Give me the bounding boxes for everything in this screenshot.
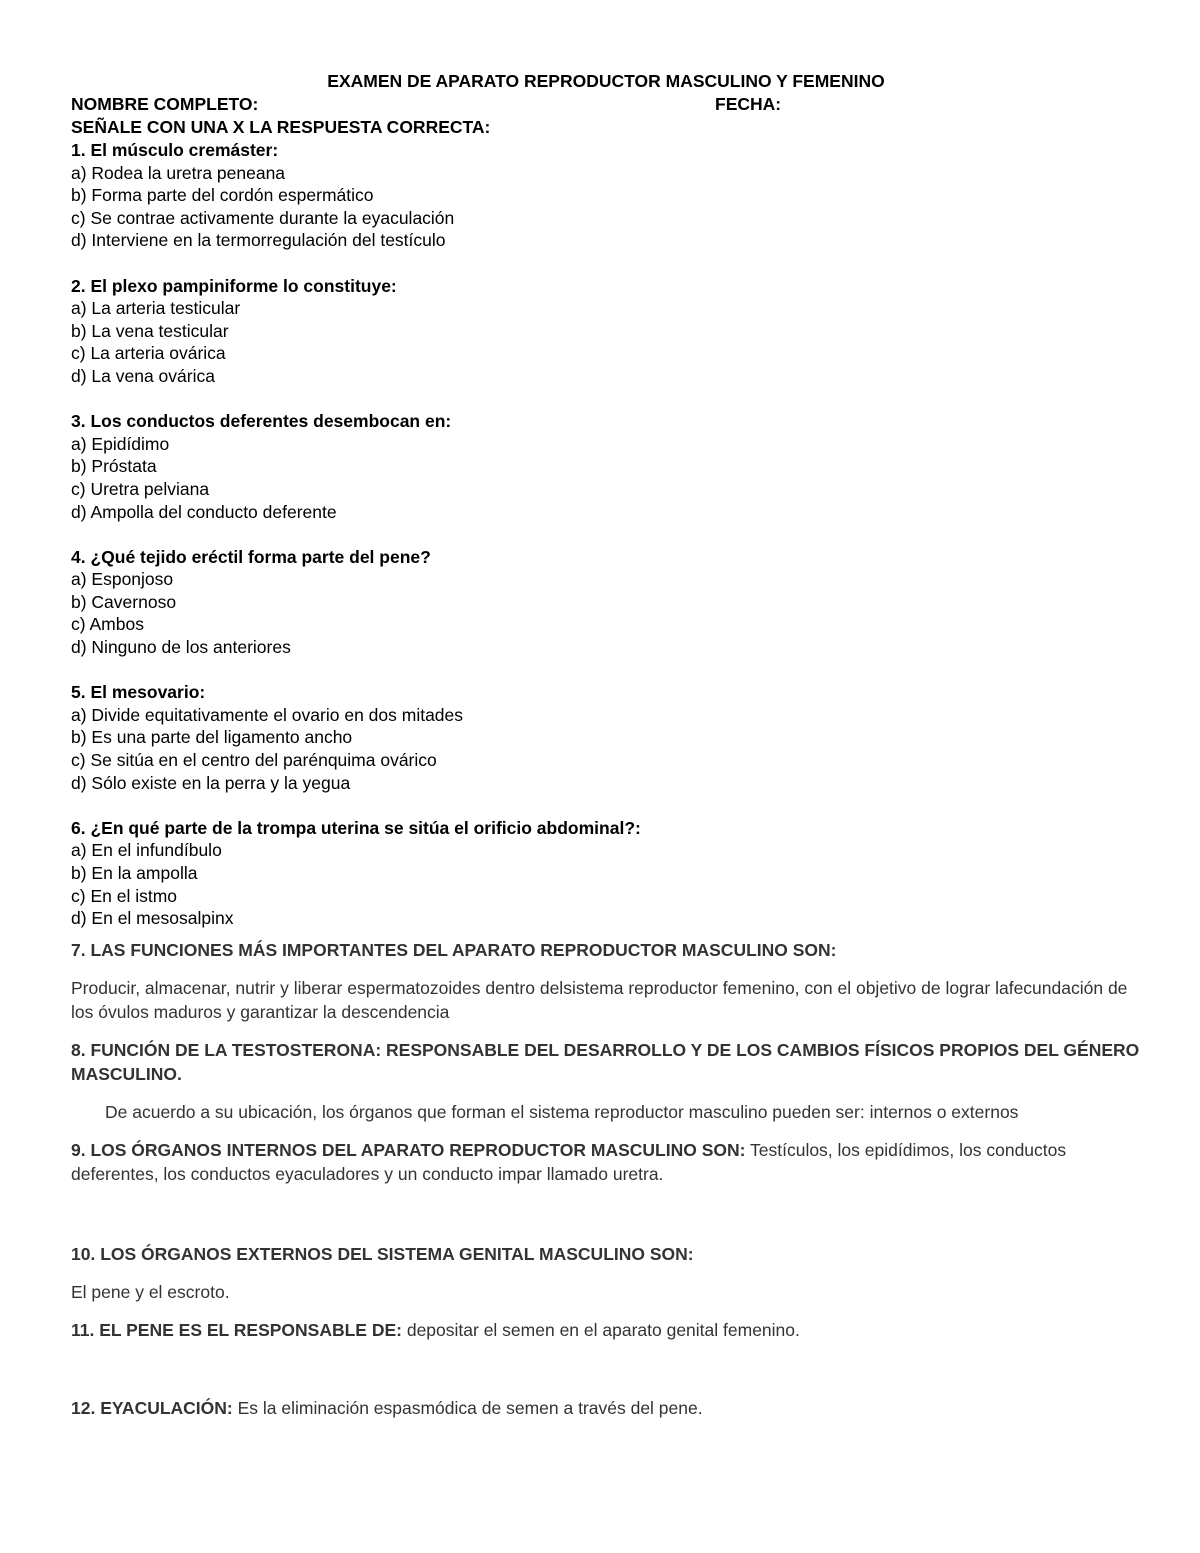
answer-option[interactable]: d) Ninguno de los anteriores xyxy=(71,637,291,658)
answer-option[interactable]: b) Es una parte del ligamento ancho xyxy=(71,727,353,748)
spacer xyxy=(71,388,1141,411)
section-9-text: Testículos, los epidídimos, los conductos deferentes, los conductos eyaculadores y un conducto impar llamado uretra. xyxy=(71,1139,1067,1184)
section-8 xyxy=(71,1038,1141,1124)
answer-option[interactable]: a) Esponjoso xyxy=(71,569,174,590)
answer-option[interactable]: d) Ampolla del conducto deferente xyxy=(71,501,337,522)
question-2 xyxy=(71,275,1141,411)
answer-option[interactable]: b) En la ampolla xyxy=(71,863,198,883)
section-12-text: Es la eliminación espasmódica de semen a través del pene. xyxy=(232,1397,703,1418)
section-12 xyxy=(71,1396,1141,1420)
question-text: 4. ¿Qué tejido eréctil forma parte del pene? xyxy=(71,546,431,567)
section-11-text: depositar el semen en el aparato genital femenino. xyxy=(401,1319,800,1340)
spacer xyxy=(71,252,1141,275)
header-row xyxy=(71,93,1141,116)
section-9-heading: 9. LOS ÓRGANOS INTERNOS DEL APARATO REPRODUCTOR MASCULINO SON: xyxy=(71,1139,746,1160)
answer-option[interactable]: a) Epidídimo xyxy=(71,433,170,454)
question-5 xyxy=(71,681,1141,817)
section-12-heading: 12. EYACULACIÓN: xyxy=(71,1397,233,1418)
answer-option[interactable]: d) En el mesosalpinx xyxy=(71,908,234,929)
section-11 xyxy=(71,1318,1141,1342)
instruction: SEÑALE CON UNA X LA RESPUESTA CORRECTA: xyxy=(71,117,491,137)
section-10 xyxy=(71,1242,1141,1304)
question-text: 2. El plexo pampiniforme lo constituye: xyxy=(71,275,397,296)
answer-option[interactable]: a) Divide equitativamente el ovario en dos mitades xyxy=(71,704,464,725)
question-6 xyxy=(71,817,1141,930)
question-list xyxy=(71,139,1141,930)
date-label: FECHA: xyxy=(715,94,782,114)
answer-option[interactable]: b) Próstata xyxy=(71,456,157,477)
section-11-heading: 11. EL PENE ES EL RESPONSABLE DE: xyxy=(71,1319,402,1340)
question-text: 5. El mesovario: xyxy=(71,682,206,703)
answer-option[interactable]: b) Forma parte del cordón espermático xyxy=(71,185,374,206)
answer-option[interactable]: a) La arteria testicular xyxy=(71,298,241,319)
answer-option[interactable]: c) Se contrae activamente durante la eyaculación xyxy=(71,207,455,228)
question-4 xyxy=(71,546,1141,682)
section-7-heading: 7. LAS FUNCIONES MÁS IMPORTANTES DEL APARATO REPRODUCTOR MASCULINO SON: xyxy=(71,939,837,960)
answer-option[interactable]: c) En el istmo xyxy=(71,885,177,906)
section-8-text: De acuerdo a su ubicación, los órganos que forman el sistema reproductor masculino pueden ser: internos o externos xyxy=(105,1101,1019,1122)
name-label: NOMBRE COMPLETO: xyxy=(71,94,259,114)
question-text: 1. El músculo cremáster: xyxy=(71,140,279,160)
section-7-text: Producir, almacenar, nutrir y liberar espermatozoides dentro delsistema reproductor femenino, con el objetivo de lograr lafecundación de los óvulos maduros y garantizar la descendencia xyxy=(71,977,1128,1022)
section-9 xyxy=(71,1138,1141,1186)
question-1 xyxy=(71,139,1141,275)
section-8-heading: 8. FUNCIÓN DE LA TESTOSTERONA: RESPONSABLE DEL DESARROLLO Y DE LOS CAMBIOS FÍSICOS PROPIOS DEL GÉNERO MASCULINO. xyxy=(71,1039,1140,1084)
answer-option[interactable]: c) Uretra pelviana xyxy=(71,478,210,499)
answer-option[interactable]: a) En el infundíbulo xyxy=(71,840,222,861)
answer-option[interactable]: d) Interviene en la termorregulación del testículo xyxy=(71,230,446,251)
exam-page xyxy=(71,70,1141,1420)
spacer xyxy=(71,794,1141,817)
exam-title: EXAMEN DE APARATO REPRODUCTOR MASCULINO Y FEMENINO xyxy=(327,71,885,91)
question-3 xyxy=(71,410,1141,546)
spacer xyxy=(71,523,1141,546)
answer-option[interactable]: b) Cavernoso xyxy=(71,591,177,612)
section-7 xyxy=(71,938,1141,1024)
question-text: 3. Los conductos deferentes desembocan en: xyxy=(71,411,452,432)
answer-option[interactable]: b) La vena testicular xyxy=(71,320,229,341)
question-text: 6. ¿En qué parte de la trompa uterina se sitúa el orificio abdominal?: xyxy=(71,817,641,838)
section-10-heading: 10. LOS ÓRGANOS EXTERNOS DEL SISTEMA GENITAL MASCULINO SON: xyxy=(71,1243,694,1264)
section-10-text: El pene y el escroto. xyxy=(71,1281,230,1302)
answer-option[interactable]: a) Rodea la uretra peneana xyxy=(71,162,286,183)
answer-option[interactable]: c) Se sitúa en el centro del parénquima ovárico xyxy=(71,750,437,771)
answer-option[interactable]: c) La arteria ovárica xyxy=(71,343,226,364)
answer-option[interactable]: d) La vena ovárica xyxy=(71,365,215,386)
answer-option[interactable]: c) Ambos xyxy=(71,614,144,635)
spacer xyxy=(71,659,1141,682)
answer-option[interactable]: d) Sólo existe en la perra y la yegua xyxy=(71,772,351,793)
